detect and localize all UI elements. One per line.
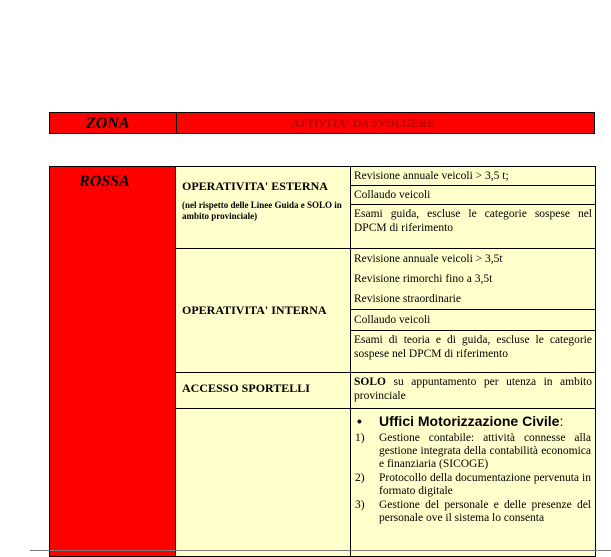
page-bottom-line <box>30 550 611 551</box>
list-item <box>355 472 591 498</box>
offices-cell <box>351 409 596 557</box>
internal-operations-cell <box>176 249 351 373</box>
list-item-number: 2) <box>355 472 365 484</box>
internal-activities-cell <box>351 249 596 373</box>
list-item-number: 1) <box>355 432 365 444</box>
header-row <box>49 112 595 134</box>
counters-activity-bold: SOLO <box>354 376 386 388</box>
list-item-text: Gestione contabile: attività connesse alla gestione integrata della contabilità economica e finanziaria (SICOGE) <box>379 432 591 470</box>
internal-activity: Revisione straordinarie <box>354 293 461 305</box>
external-operations-cell <box>176 167 351 249</box>
list-item <box>355 499 591 525</box>
offices-title-suffix: : <box>559 413 564 429</box>
list-item-number: 3) <box>355 499 365 511</box>
external-operations-note: (nel rispetto delle Linee Guida e SOLO in ambito provinciale) <box>182 200 342 221</box>
counters-title: ACCESSO SPORTELLI <box>182 381 310 395</box>
external-activities-cell <box>351 167 596 249</box>
header-zone-label: ZONA <box>86 115 130 132</box>
internal-activity: Revisione annuale veicoli > 3,5t <box>354 253 503 265</box>
counters-activity-cell <box>351 373 596 409</box>
header-divider <box>176 113 177 133</box>
external-activity: Collaudo veicoli <box>351 185 595 204</box>
counters-cell <box>176 373 351 409</box>
offices-heading <box>351 409 595 432</box>
zone-name: ROSSA <box>79 173 130 190</box>
list-item-text: Protocollo della documentazione pervenuta in formato digitale <box>379 472 591 497</box>
counters-activity-text: su appuntamento per utenza in ambito provinciale <box>354 376 592 402</box>
internal-activity: Esami di teoria e di guida, escluse le categorie sospese nel DPCM di riferimento <box>351 330 595 363</box>
offices-empty-cell <box>176 409 351 557</box>
internal-operations-title: OPERATIVITA' INTERNA <box>182 303 327 317</box>
internal-activity: Revisione rimorchi fino a 3,5t <box>354 273 493 285</box>
external-operations-title: OPERATIVITA' ESTERNA <box>182 179 328 193</box>
list-item-text: Gestione del personale e delle presenze del personale ove il sistema lo consenta <box>379 499 591 524</box>
external-activity: Esami guida, escluse le categorie sospese nel DPCM di riferimento <box>351 204 595 237</box>
offices-list <box>351 432 595 525</box>
header-activities-label: ATTIVITA' DA SVOLGERE <box>292 116 435 130</box>
counters-activity <box>351 373 595 405</box>
internal-activity: Collaudo veicoli <box>351 309 595 330</box>
offices-title: Uffici Motorizzazione Civile <box>379 413 560 429</box>
list-item <box>355 432 591 471</box>
bullet-icon: • <box>357 413 362 429</box>
zone-cell <box>50 167 176 557</box>
activities-table <box>49 166 596 557</box>
external-activity: Revisione annuale veicoli > 3,5 t; <box>354 170 509 182</box>
